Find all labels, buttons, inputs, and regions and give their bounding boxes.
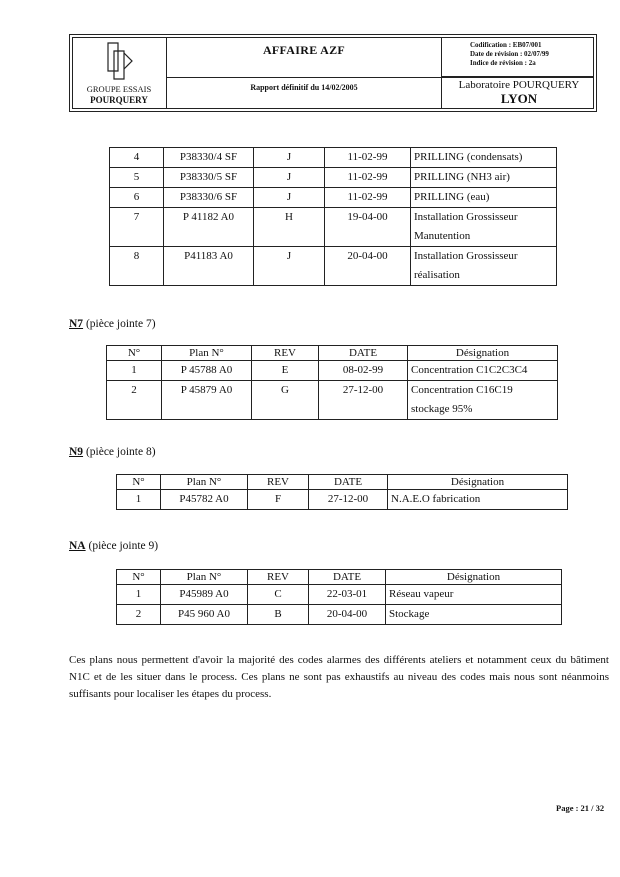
table-row [107, 361, 558, 381]
table-row [110, 247, 557, 286]
col-header-plan: Plan N° [162, 346, 252, 361]
date: 22-03-01 [309, 585, 386, 605]
row-number: 7 [110, 208, 164, 247]
page-number: Page : 21 / 32 [556, 803, 605, 813]
plan-number: P38330/6 SF [164, 188, 254, 208]
designation-line: Stockage [389, 608, 430, 620]
plan-number: P38330/5 SF [164, 168, 254, 188]
designation [408, 381, 558, 420]
revision: H [254, 208, 325, 247]
designation-line: Installation Grossisseur [414, 211, 518, 223]
table-header-row [107, 346, 558, 361]
plan-number: P45989 A0 [161, 585, 248, 605]
table-row [117, 585, 562, 605]
row-number: 8 [110, 247, 164, 286]
designation-line: réalisation [414, 269, 460, 281]
section-key: N7 [69, 318, 84, 330]
table-header-row [117, 570, 562, 585]
org-name-line2: POURQUERY [90, 95, 148, 105]
plans-table-n9 [116, 474, 568, 510]
col-header-n: N° [107, 346, 162, 361]
row-number: 1 [117, 585, 161, 605]
body-paragraph: Ces plans nous permettent d'avoir la majorité des codes alarmes des différents ateliers et notamment ceux du bâtiment N1C et de les situer dans le process. Ces plans ne sont pas exhaustifs au niveau des codes mais nous sont néanmoins suffisants pour localiser les étapes du process. [69, 654, 609, 700]
header-divider [441, 76, 594, 77]
revision: J [254, 148, 325, 168]
designation-line: PRILLING (condensats) [414, 151, 523, 163]
plans-table-n7 [106, 345, 558, 420]
row-number: 1 [117, 490, 161, 510]
row-number: 5 [110, 168, 164, 188]
revision: C [248, 585, 309, 605]
table-row [110, 188, 557, 208]
date: 20-04-00 [325, 247, 411, 286]
row-number: 1 [107, 361, 162, 381]
affair-title: AFFAIRE AZF [262, 43, 346, 57]
section-key: N9 [69, 446, 84, 458]
row-number: 6 [110, 188, 164, 208]
section-heading-n7 [69, 318, 156, 330]
org-name-line1: GROUPE ESSAIS [86, 84, 152, 94]
plans-table-na [116, 569, 562, 625]
revision: G [252, 381, 319, 420]
header-divider [166, 77, 594, 78]
date: 19-04-00 [325, 208, 411, 247]
revision: F [248, 490, 309, 510]
plans-table-continued [109, 147, 557, 286]
designation [386, 605, 562, 625]
col-header-plan: Plan N° [161, 475, 248, 490]
revision: J [254, 188, 325, 208]
designation [411, 188, 557, 208]
designation [386, 585, 562, 605]
date: 08-02-99 [319, 361, 408, 381]
section-key: NA [69, 540, 86, 552]
col-header-rev: REV [252, 346, 319, 361]
designation [388, 490, 568, 510]
designation-line: PRILLING (NH3 air) [414, 171, 510, 183]
table-row [107, 381, 558, 420]
col-header-plan: Plan N° [161, 570, 248, 585]
row-number: 2 [117, 605, 161, 625]
designation-line: PRILLING (eau) [414, 191, 490, 203]
codification: Codification : EB07/001 [470, 41, 542, 49]
col-header-n: N° [117, 570, 161, 585]
designation-line: Concentration C1C2C3C4 [411, 364, 528, 376]
date: 20-04-00 [309, 605, 386, 625]
lab-city: LYON [500, 91, 538, 106]
table-row [110, 148, 557, 168]
revision-index: Indice de révision : 2a [470, 59, 536, 67]
col-header-designation: Désignation [388, 475, 568, 490]
section-heading-n9 [69, 446, 156, 458]
date: 11-02-99 [325, 148, 411, 168]
report-date: Rapport définitif du 14/02/2005 [250, 83, 358, 92]
header-divider [441, 37, 442, 109]
designation [411, 168, 557, 188]
designation-line: Manutention [414, 230, 471, 242]
revision: J [254, 247, 325, 286]
date: 11-02-99 [325, 168, 411, 188]
company-logo-icon [106, 41, 134, 81]
row-number: 4 [110, 148, 164, 168]
section-heading-na [69, 540, 158, 552]
table-row [110, 168, 557, 188]
table-row [117, 490, 568, 510]
designation [411, 148, 557, 168]
revision-date: Date de révision : 02/07/99 [470, 50, 549, 58]
plan-number: P45782 A0 [161, 490, 248, 510]
designation [408, 361, 558, 381]
designation-line: Installation Grossisseur [414, 250, 518, 262]
table-header-row [117, 475, 568, 490]
plan-number: P45 960 A0 [161, 605, 248, 625]
row-number: 2 [107, 381, 162, 420]
col-header-designation: Désignation [386, 570, 562, 585]
designation-line: N.A.E.O fabrication [391, 493, 481, 505]
plan-number: P 45879 A0 [162, 381, 252, 420]
col-header-n: N° [117, 475, 161, 490]
section-label: (pièce jointe 7) [83, 318, 156, 330]
plan-number: P 41182 A0 [164, 208, 254, 247]
date: 11-02-99 [325, 188, 411, 208]
col-header-rev: REV [248, 570, 309, 585]
table-row [110, 208, 557, 247]
designation [411, 208, 557, 247]
plans-table-body [110, 148, 557, 286]
col-header-rev: REV [248, 475, 309, 490]
designation-line: Concentration C16C19 [411, 384, 513, 396]
revision-info [470, 41, 549, 68]
col-header-designation: Désignation [408, 346, 558, 361]
date: 27-12-00 [309, 490, 388, 510]
table-row [117, 605, 562, 625]
revision: E [252, 361, 319, 381]
section-label: (pièce jointe 8) [83, 446, 156, 458]
designation [411, 247, 557, 286]
designation-line: stockage 95% [411, 403, 473, 415]
plan-number: P38330/4 SF [164, 148, 254, 168]
date: 27-12-00 [319, 381, 408, 420]
col-header-date: DATE [319, 346, 408, 361]
col-header-date: DATE [309, 570, 386, 585]
lab-name: Laboratoire POURQUERY [458, 79, 580, 91]
designation-line: Réseau vapeur [389, 588, 454, 600]
revision: J [254, 168, 325, 188]
section-label: (pièce jointe 9) [85, 540, 159, 552]
plan-number: P 45788 A0 [162, 361, 252, 381]
plan-number: P41183 A0 [164, 247, 254, 286]
revision: B [248, 605, 309, 625]
col-header-date: DATE [309, 475, 388, 490]
